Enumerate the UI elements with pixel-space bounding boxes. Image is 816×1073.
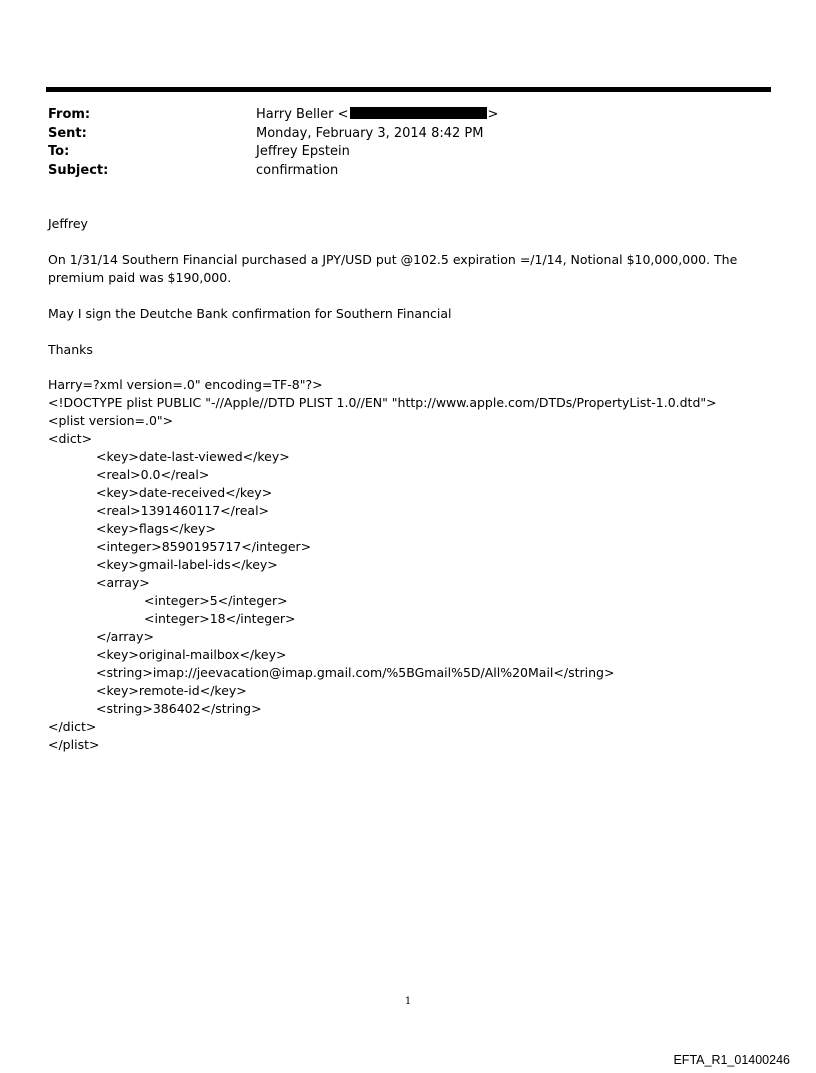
to-value: Jeffrey Epstein xyxy=(256,144,350,159)
plist-line: <key>flags</key> xyxy=(96,521,216,536)
sent-row xyxy=(48,125,748,144)
from-label: From: xyxy=(48,107,91,122)
plist-line: <integer>18</integer> xyxy=(144,611,296,626)
plist-line: <key>date-received</key> xyxy=(96,485,273,500)
to-row xyxy=(48,143,748,162)
plist-line: <real>1391460117</real> xyxy=(96,503,270,518)
document-id: EFTA_R1_01400246 xyxy=(673,1053,790,1067)
from-row xyxy=(48,106,748,125)
plist-line: <key>gmail-label-ids</key> xyxy=(96,557,278,572)
subject-value: confirmation xyxy=(256,162,339,178)
plist-line: </array> xyxy=(96,629,154,644)
header-divider xyxy=(46,87,771,92)
plist-line: <real>0.0</real> xyxy=(96,467,210,482)
plist-line: <string>imap://jeevacation@imap.gmail.com/%5BGmail%5D/All%20Mail</string> xyxy=(96,665,615,680)
plist-line: <array> xyxy=(96,575,150,590)
sender-suffix: > xyxy=(487,107,499,122)
from-value xyxy=(256,106,498,125)
page-number: 1 xyxy=(404,996,412,1007)
plist-line: <string>386402</string> xyxy=(96,701,262,716)
email-header xyxy=(48,106,748,180)
plist-line: </plist> xyxy=(48,737,100,752)
plist-line: Harry=?xml version=.0" encoding=TF-8"?> xyxy=(48,377,323,392)
sent-label: Sent: xyxy=(48,125,87,141)
greeting: Jeffrey xyxy=(48,216,88,231)
body-paragraph-2: May I sign the Deutche Bank confirmation for Southern Financial xyxy=(48,306,452,321)
sender-name: Harry Beller < xyxy=(256,107,349,122)
body-paragraph-1: On 1/31/14 Southern Financial purchased a JPY/USD put @102.5 expiration =/1/14, Notional $10,000,000. The premium paid was $190,000. xyxy=(48,252,738,285)
subject-row xyxy=(48,162,748,181)
plist-line: <integer>5</integer> xyxy=(144,593,288,608)
sent-value: Monday, February 3, 2014 8:42 PM xyxy=(256,125,484,141)
plist-line: </dict> xyxy=(48,719,97,734)
to-label: To: xyxy=(48,144,70,159)
plist-line: <!DOCTYPE plist PUBLIC "-//Apple//DTD PLIST 1.0//EN" "http://www.apple.com/DTDs/PropertyList-1.0.dtd"> xyxy=(48,395,717,410)
plist-line: <integer>8590195717</integer> xyxy=(96,539,312,554)
redacted-email-block xyxy=(350,107,487,119)
plist-block xyxy=(48,376,717,754)
plist-line: <key>remote-id</key> xyxy=(96,683,247,698)
plist-line: <key>original-mailbox</key> xyxy=(96,647,287,662)
plist-line: <key>date-last-viewed</key> xyxy=(96,449,290,464)
plist-line: <plist version=.0"> xyxy=(48,413,174,428)
subject-label: Subject: xyxy=(48,162,109,178)
plist-line: <dict> xyxy=(48,431,93,446)
closing: Thanks xyxy=(48,342,93,357)
